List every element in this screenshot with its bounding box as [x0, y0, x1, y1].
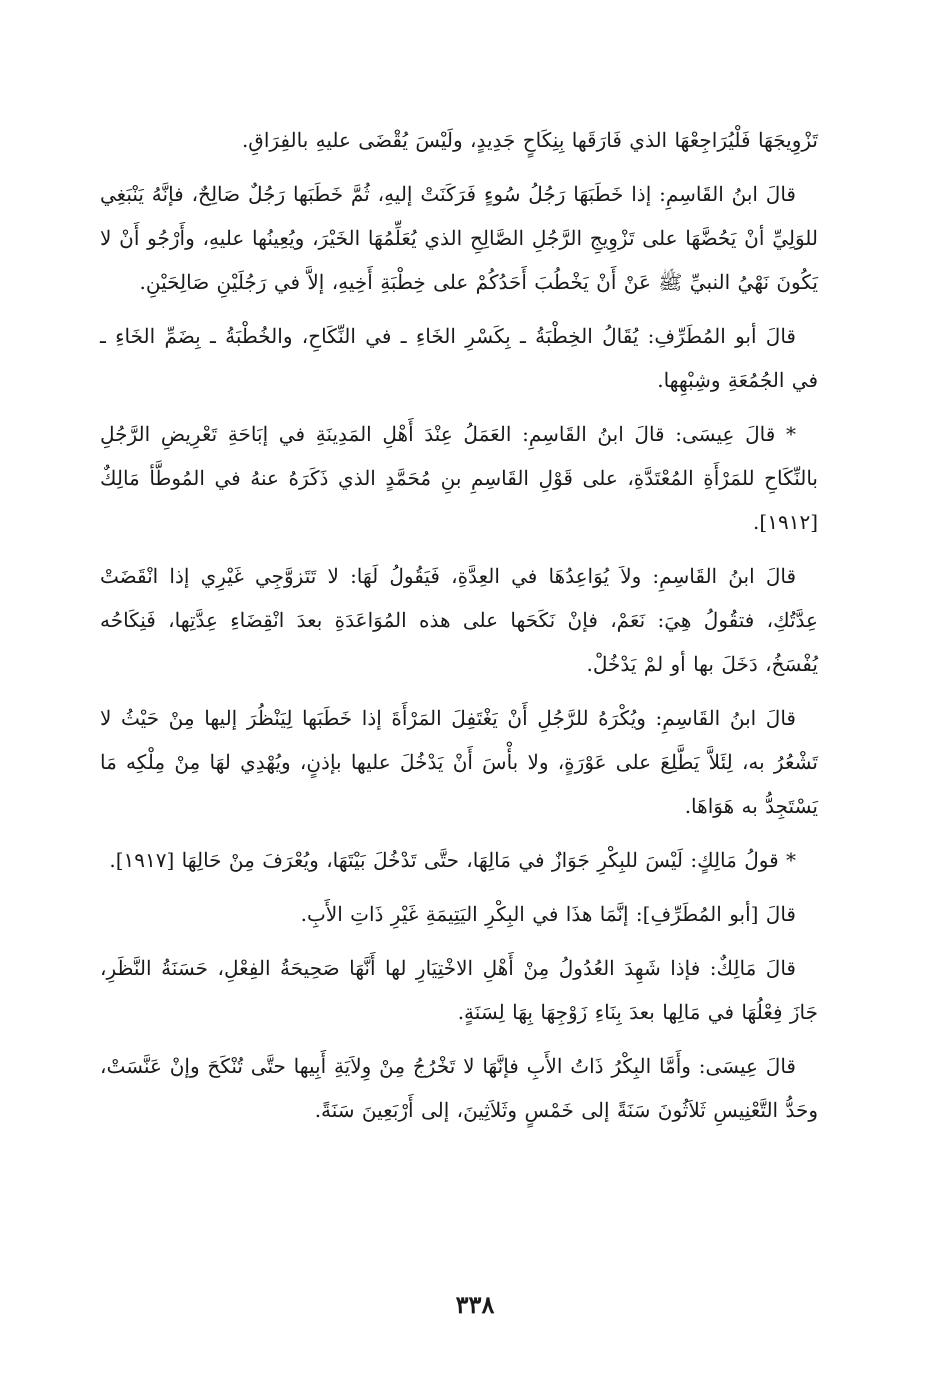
paragraph: قالَ ابنُ القَاسِمِ: ولاَ يُوَاعِدُهَا في العِدَّةِ، فَيَقُولُ لَهَا: لا تَتَزوَّجِي غَيْرِي إذا انْقَضَتْ عِدَّتُكِ، فتقُولُ هِيَ: نَعَمْ، فإنْ نَكَحَها على هذه المُوَاعَدَةِ بعدَ انْقِضَاءِ عِدَّتِها، فَنِكَاحُه يُفْسَخُ، دَخَلَ بها أو لمْ يَدْخُلْ. [100, 564, 818, 676]
page-number: ٣٣٨ [455, 1290, 495, 1319]
paragraph-continuation: تَزْوِيجَهَا فَلْيُرَاجِعْهَا الذي فَارَقَها بِنِكَاحٍ جَدِيدٍ، ولَيْسَ يُقْضَى عليهِ بالفِرَاقِ. [241, 128, 818, 152]
paragraph: * قالَ عِيسَى: قالَ ابنُ القَاسِمِ: العَمَلُ عِنْدَ أَهْلِ المَدِينَةِ في إبَاحَةِ تَعْرِيضِ الرَّجُلِ بالنِّكَاحِ للمَرْأَةِ المُعْتَدَّةِ، على قَوْلِ القَاسِمِ بنِ مُحَمَّدٍ الذي ذَكَرَهُ عنهُ في المُوطَّأ مَالِكٌ [١٩١٢]. [100, 422, 818, 534]
paragraph: قالَ مَالِكٌ: فإذا شَهِدَ العُدُولُ مِنْ أَهْلِ الاخْتِيَارِ لها أَنَّهَا صَحِيحَةُ الفِعْلِ، حَسَنَةُ النَّظَرِ، جَازَ فِعْلُهَا في مَالِها بعدَ بِنَاءِ زَوْجِهَا بِهَا لِسَنَةٍ. [100, 956, 818, 1024]
paragraph: قالَ عِيسَى: وأَمَّا البِكْرُ ذَاتُ الأَبِ فإنَّهَا لا تَخْرُجُ مِنْ وِلاَيَةِ أَبِيها حتَّى تُنْكَحَ وإنْ عَنَّسَتْ، وحَدُّ التَّعْنِيسِ ثَلاَثُونَ سَنَةً إلى خَمْسٍ وثَلاَثِينَ، إلى أَرْبَعِينَ سَنَةً. [100, 1054, 818, 1122]
paragraph: قالَ [أبو المُطَرِّفِ]: إنَّمَا هذَا في البِكْرِ اليَتِيمَةِ غَيْرِ ذَاتِ الأَبِ. [300, 902, 796, 926]
paragraph: * قولُ مَالِكٍ: لَيْسَ للبِكْرِ جَوَازٌ في مَالِهَا، حتَّى تَدْخُلَ بَيْتَهَا، ويُعْرَفَ مِنْ حَالِهَا [١٩١٧]. [109, 848, 796, 872]
paragraph: قالَ ابنُ القَاسِمِ: ويُكْرَهُ للرَّجُلِ أَنْ يَغْتَفِلَ المَرْأَةَ إذا خَطَبَها لِيَنْظُرَ إليها مِنْ حَيْثُ لا تَشْعُرُ به، لِئَلاَّ يَطَّلِعَ على عَوْرَةٍ، ولا بأْسَ أَنْ يَدْخُلَ عليها بإذنٍ، ويُهْدِي لهَا مِنْ مِلْكِه مَا يَسْتَجِدُّ به هَوَاهَا. [100, 706, 818, 818]
paragraph: قالَ أبو المُطَرِّفِ: يُقَالُ الخِطْبَةُ ـ بِكَسْرِ الخَاءِ ـ في النِّكَاحِ، والخُطْبَةُ ـ بِضَمِّ الخَاءِ ـ في الجُمُعَةِ وشِبْهِها. [100, 324, 818, 392]
paragraph: قالَ ابنُ القَاسِمِ: إذا خَطَبَهَا رَجُلُ سُوءٍ فَرَكَنَتْ إليهِ، ثُمَّ خَطَبَها رَجُلٌ صَالِحٌ، فإنَّهُ يَنْبَغِي للوَلِيِّ أنْ يَحُضَّهَا على تَزْوِيجِ الرَّجُلِ الصَّالِحِ الذي يُعَلِّمُهَا الخَيْرَ، ويُعِينُها عليهِ، وأَرْجُو أَنْ لا يَكُونَ نَهْيُ النبيِّ ﷺ عَنْ أَنْ يَخْطُبَ أَحَدُكُمْ على خِطْبَةِ أَخِيهِ، إلاَّ في رَجُلَيْنِ صَالِحَيْنِ. [100, 182, 818, 294]
text-block [100, 118, 818, 1142]
